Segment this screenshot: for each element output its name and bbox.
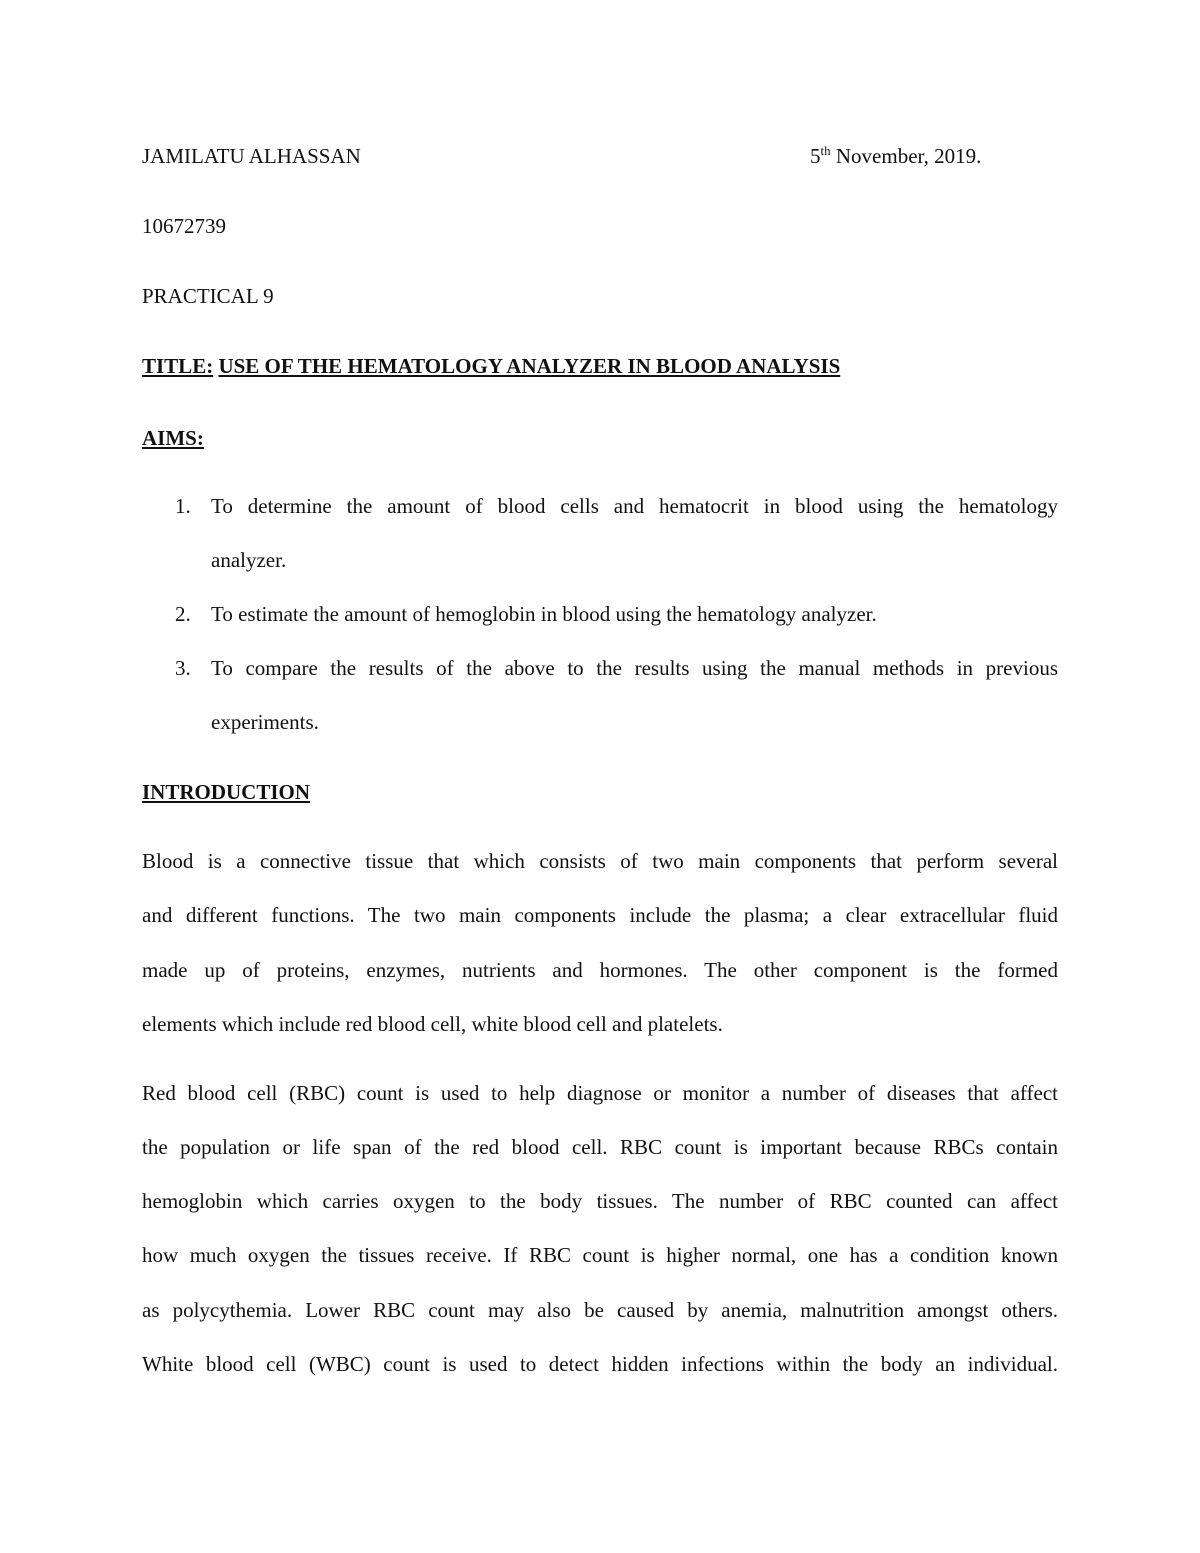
list-item-line: analyzer. xyxy=(211,548,287,572)
practical-number: PRACTICAL 9 xyxy=(142,284,274,308)
report-date xyxy=(810,144,981,168)
date-suffix: th xyxy=(820,143,831,158)
intro-paragraph-1-line-2 xyxy=(142,903,1058,927)
intro-paragraph-1 xyxy=(142,849,1058,873)
paragraph-line: White blood cell (WBC) count is used to detect hidden infections within the body an individual. xyxy=(142,1352,1058,1376)
paragraph-line: made up of proteins, enzymes, nutrients and hormones. The other component is the formed xyxy=(142,958,1058,982)
header-row xyxy=(142,144,1002,172)
paragraph-line: as polycythemia. Lower RBC count may also be caused by anemia, malnutrition amongst others. xyxy=(142,1298,1058,1322)
list-number: 3. xyxy=(175,656,191,680)
aims-heading: AIMS: xyxy=(142,426,204,450)
paragraph-line: Blood is a connective tissue that which consists of two main components that perform several xyxy=(142,849,1058,873)
title-line xyxy=(142,354,840,378)
list-item xyxy=(142,494,1058,602)
introduction-heading: INTRODUCTION xyxy=(142,780,311,804)
list-item-line: experiments. xyxy=(211,710,319,734)
student-name: JAMILATU ALHASSAN xyxy=(142,144,361,168)
paragraph-line: how much oxygen the tissues receive. If RBC count is higher normal, one has a condition known xyxy=(142,1243,1058,1267)
intro-paragraph-2-line-6 xyxy=(142,1352,1058,1376)
date-rest: November, 2019. xyxy=(830,144,982,168)
title-text: USE OF THE HEMATOLOGY ANALYZER IN BLOOD ANALYSIS xyxy=(218,354,841,378)
intro-paragraph-2-line-5 xyxy=(142,1298,1058,1322)
list-number: 1. xyxy=(175,494,191,518)
paragraph-line: hemoglobin which carries oxygen to the body tissues. The number of RBC counted can affect xyxy=(142,1189,1058,1213)
list-item-line: To compare the results of the above to the results using the manual methods in previous xyxy=(211,656,1058,680)
student-id: 10672739 xyxy=(142,214,226,238)
intro-paragraph-2-line-2 xyxy=(142,1135,1058,1159)
title-label: TITLE: xyxy=(142,354,214,378)
aims-list-3 xyxy=(142,656,1058,734)
intro-paragraph-1-line-4: elements which include red blood cell, white blood cell and platelets. xyxy=(142,1012,723,1036)
list-item-line: To estimate the amount of hemoglobin in blood using the hematology analyzer. xyxy=(211,602,877,626)
list-item xyxy=(142,602,1058,626)
aims-list xyxy=(142,494,1058,602)
paragraph-line: Red blood cell (RBC) count is used to help diagnose or monitor a number of diseases that affect xyxy=(142,1081,1058,1105)
date-day: 5 xyxy=(810,144,821,168)
paragraph-line: the population or life span of the red blood cell. RBC count is important because RBCs contain xyxy=(142,1135,1058,1159)
list-number: 2. xyxy=(175,602,191,626)
intro-paragraph-2 xyxy=(142,1081,1058,1105)
paragraph-line: and different functions. The two main components include the plasma; a clear extracellular fluid xyxy=(142,903,1058,927)
intro-paragraph-2-line-4 xyxy=(142,1243,1058,1267)
intro-paragraph-2-line-3 xyxy=(142,1189,1058,1213)
aims-list-2 xyxy=(142,602,1058,626)
intro-paragraph-1-line-3 xyxy=(142,958,1058,982)
list-item xyxy=(142,656,1058,734)
list-item-line: To determine the amount of blood cells and hematocrit in blood using the hematology xyxy=(211,494,1058,518)
